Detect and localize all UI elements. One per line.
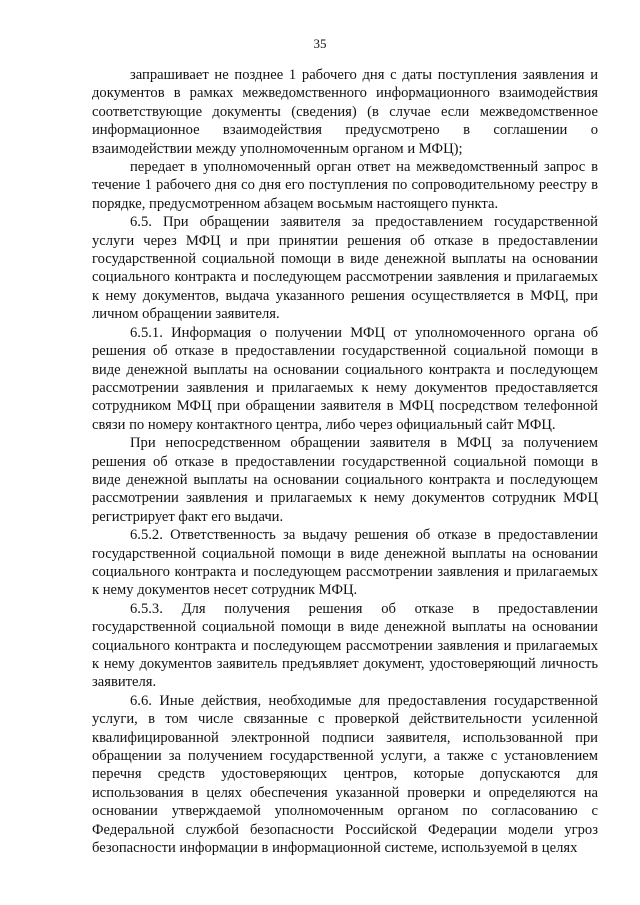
paragraph-interagency-request: запрашивает не позднее 1 рабочего дня с даты поступления заявления и документов в рамках межведомственного информационного взаимодействия соответствующие документы (сведения) (в случае если межведомственное информационное взаимодействия предусмотрено в соглашении о взаимодействии между уполномоченным органом и МФЦ); (92, 67, 598, 157)
paragraph-6-5-1: 6.5.1. Информация о получении МФЦ от уполномоченного органа об решения об отказе в предоставлении государственной социальной помощи в виде денежной выплаты на основании социального контракта и последующем рассмотрении заявления и прилагаемых к нему документов предоставляется сотрудником МФЦ при обращении заявителя в МФЦ посредством телефонной связи по номеру контактного центра, либо через официальный сайт МФЦ. (92, 324, 598, 433)
paragraph-6-6: 6.6. Иные действия, необходимые для предоставления государственной услуги, в том числе связанные с проверкой действительности усиленной квалифицированной электронной подписи заявителя, использованной при обращении за получением государственной услуги, а также с установлением перечня средств удостоверяющих центров, которые допускаются для использования в целях обеспечения указанной проверки и определяются на основании утверждаемой уполномоченным органом по согласованию с Федеральной службой безопасности Российской Федерации модели угроз безопасности информации в информационной системе, используемой в целях (92, 692, 598, 857)
page-number: 35 (313, 36, 327, 51)
paragraph-6-5-3: 6.5.3. Для получения решения об отказе в предоставлении государственной социальной помощи в виде денежной выплаты на основании социального контракта и последующем рассмотрении заявления и прилагаемых к нему документов заявитель предъявляет документ, удостоверяющий личность заявителя. (92, 600, 598, 691)
paragraph-6-5-2: 6.5.2. Ответственность за выдачу решения об отказе в предоставлении государственной социальной помощи в виде денежной выплаты на основании социального контракта и последующем рассмотрении заявления и прилагаемых к нему документов несет сотрудник МФЦ. (92, 527, 598, 599)
paragraph-response-transfer: передает в уполномоченный орган ответ на межведомственный запрос в течение 1 рабочего дня со дня его поступления по сопроводительному реестру в порядке, предусмотренном абзацем восьмым настоящего пункта. (92, 159, 598, 212)
paragraph-6-5: 6.5. При обращении заявителя за предоставлением государственной услуги через МФЦ и при принятии решения об отказе в предоставлении государственной социальной помощи в виде денежной выплаты на основании социального контракта и последующем рассмотрении заявления и прилагаемых к нему документов, выдача указанного решения осуществляется в МФЦ, при личном обращении заявителя. (92, 214, 598, 323)
body-text (92, 66, 598, 857)
paragraph-direct-contact: При непосредственном обращении заявителя в МФЦ за получением решения об отказе в предоставлении государственной социальной помощи в виде денежной выплаты на основании социального контракта и последующем рассмотрении заявления и прилагаемых к нему документов сотрудник МФЦ регистрирует факт его выдачи. (92, 435, 598, 525)
